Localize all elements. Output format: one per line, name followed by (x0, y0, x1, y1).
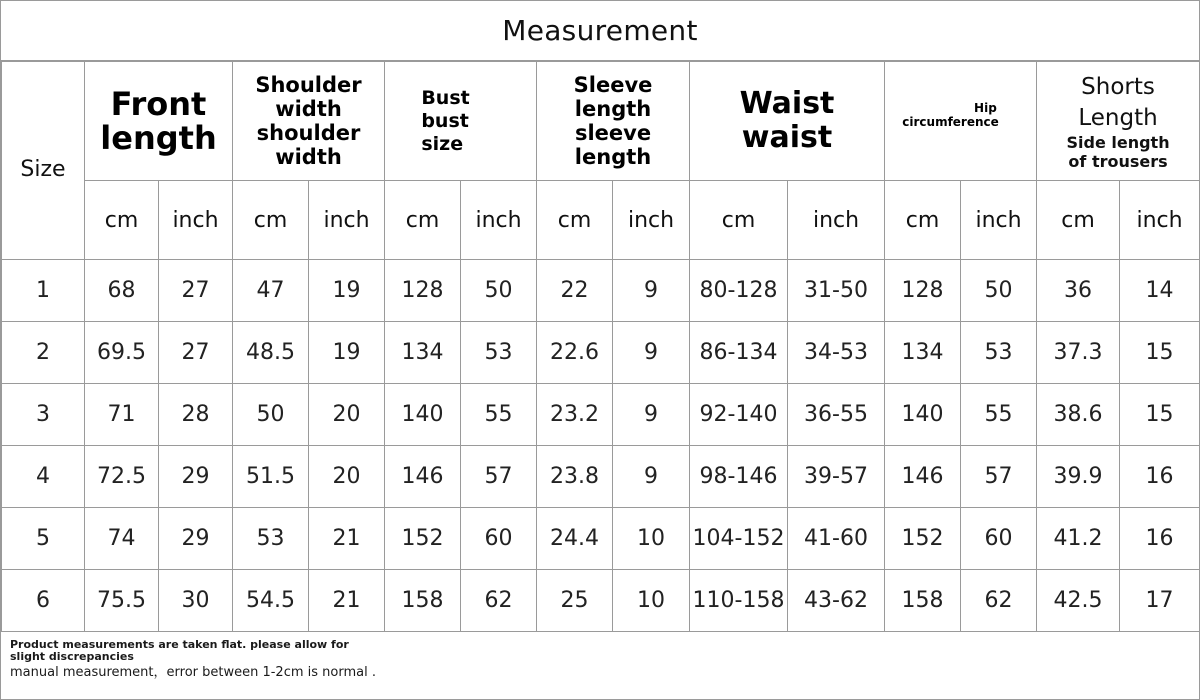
table-cell: 42.5 (1037, 570, 1120, 632)
table-cell: 36 (1037, 260, 1120, 322)
table-cell: 53 (961, 322, 1037, 384)
measurement-table (1, 61, 1200, 632)
unit-cell: inch (788, 181, 885, 260)
shoulder-line-4: width (275, 145, 342, 169)
table-cell: 55 (461, 384, 537, 446)
shoulder-line-1: Shoulder (255, 73, 362, 97)
unit-cell: cm (885, 181, 961, 260)
note-line-2: slight discrepancies (10, 650, 134, 663)
table-cell: 69.5 (85, 322, 159, 384)
table-cell: 98-146 (690, 446, 788, 508)
table-cell: 62 (461, 570, 537, 632)
table-cell: 53 (461, 322, 537, 384)
table-cell: 39.9 (1037, 446, 1120, 508)
sleeve-length-header (537, 62, 690, 181)
shorts-line-2: Length (1078, 105, 1158, 131)
table-cell: 158 (385, 570, 461, 632)
unit-cell: inch (461, 181, 537, 260)
table-cell: 41.2 (1037, 508, 1120, 570)
table-cell: 9 (613, 446, 690, 508)
front-length-line-1: Front (110, 85, 207, 123)
table-cell: 14 (1120, 260, 1200, 322)
table-row (2, 260, 1200, 322)
table-cell: 68 (85, 260, 159, 322)
unit-cell: cm (85, 181, 159, 260)
table-cell: 146 (885, 446, 961, 508)
size-header: Size (2, 62, 85, 260)
unit-cell: cm (690, 181, 788, 260)
table-cell: 20 (309, 446, 385, 508)
table-cell: 57 (461, 446, 537, 508)
table-cell: 23.8 (537, 446, 613, 508)
table-cell: 62 (961, 570, 1037, 632)
units-row (2, 181, 1200, 260)
table-cell: 37.3 (1037, 322, 1120, 384)
table-cell: 24.4 (537, 508, 613, 570)
table-cell: 134 (385, 322, 461, 384)
size-cell: 2 (2, 322, 85, 384)
table-cell: 15 (1120, 322, 1200, 384)
table-cell: 53 (233, 508, 309, 570)
table-cell: 19 (309, 322, 385, 384)
table-cell: 60 (461, 508, 537, 570)
table-cell: 17 (1120, 570, 1200, 632)
unit-cell: cm (385, 181, 461, 260)
size-cell: 3 (2, 384, 85, 446)
bust-header (385, 62, 537, 181)
table-cell: 48.5 (233, 322, 309, 384)
table-cell: 152 (885, 508, 961, 570)
table-cell: 72.5 (85, 446, 159, 508)
table-cell: 22.6 (537, 322, 613, 384)
bust-line-1: Bust (421, 86, 470, 109)
table-cell: 30 (159, 570, 233, 632)
unit-cell: inch (159, 181, 233, 260)
table-cell: 41-60 (788, 508, 885, 570)
table-cell: 15 (1120, 384, 1200, 446)
table-cell: 20 (309, 384, 385, 446)
waist-header (690, 62, 885, 181)
hip-line-1: Hip (974, 101, 997, 115)
table-cell: 10 (613, 570, 690, 632)
table-cell: 75.5 (85, 570, 159, 632)
table-cell: 27 (159, 260, 233, 322)
bust-line-2: bust (421, 109, 469, 132)
table-cell: 128 (885, 260, 961, 322)
table-cell: 50 (961, 260, 1037, 322)
table-cell: 21 (309, 508, 385, 570)
table-cell: 50 (233, 384, 309, 446)
unit-cell: cm (1037, 181, 1120, 260)
table-cell: 86-134 (690, 322, 788, 384)
header-row (2, 62, 1200, 181)
table-cell: 25 (537, 570, 613, 632)
table-cell: 128 (385, 260, 461, 322)
table-cell: 54.5 (233, 570, 309, 632)
unit-cell: inch (961, 181, 1037, 260)
table-cell: 36-55 (788, 384, 885, 446)
shorts-length-header (1037, 62, 1200, 181)
table-cell: 146 (385, 446, 461, 508)
table-cell: 71 (85, 384, 159, 446)
sleeve-line-4: length (574, 145, 652, 169)
size-cell: 5 (2, 508, 85, 570)
table-cell: 19 (309, 260, 385, 322)
size-cell: 4 (2, 446, 85, 508)
sleeve-line-2: length (574, 97, 652, 121)
table-cell: 39-57 (788, 446, 885, 508)
sleeve-line-1: Sleeve (573, 73, 653, 97)
front-length-line-2: length (100, 119, 217, 157)
measurement-note (10, 639, 530, 680)
table-cell: 28 (159, 384, 233, 446)
shoulder-line-2: width (275, 97, 342, 121)
table-cell: 55 (961, 384, 1037, 446)
table-cell: 9 (613, 384, 690, 446)
table-cell: 43-62 (788, 570, 885, 632)
table-cell: 9 (613, 322, 690, 384)
unit-cell: cm (233, 181, 309, 260)
waist-line-2: waist (741, 120, 833, 155)
table-cell: 29 (159, 446, 233, 508)
table-cell: 158 (885, 570, 961, 632)
table-cell: 104-152 (690, 508, 788, 570)
unit-cell: inch (1120, 181, 1200, 260)
table-cell: 74 (85, 508, 159, 570)
table-cell: 51.5 (233, 446, 309, 508)
size-cell: 6 (2, 570, 85, 632)
table-cell: 92-140 (690, 384, 788, 446)
table-cell: 50 (461, 260, 537, 322)
shorts-line-4: of trousers (1068, 152, 1168, 171)
shorts-line-3: Side length (1066, 133, 1170, 152)
shoulder-line-3: shoulder (256, 121, 361, 145)
table-cell: 140 (385, 384, 461, 446)
table-cell: 47 (233, 260, 309, 322)
bust-line-3: size (421, 132, 464, 155)
table-cell: 21 (309, 570, 385, 632)
table-cell: 22 (537, 260, 613, 322)
table-cell: 9 (613, 260, 690, 322)
table-row (2, 384, 1200, 446)
size-cell: 1 (2, 260, 85, 322)
table-cell: 29 (159, 508, 233, 570)
table-row (2, 322, 1200, 384)
waist-line-1: Waist (739, 86, 835, 121)
sleeve-line-3: sleeve (574, 121, 652, 145)
shorts-line-1: Shorts (1081, 74, 1155, 100)
table-cell: 140 (885, 384, 961, 446)
shoulder-width-header (233, 62, 385, 181)
table-cell: 60 (961, 508, 1037, 570)
table-cell: 23.2 (537, 384, 613, 446)
hip-line-2: circumference (902, 115, 999, 129)
note-line-3: manual measurement，error between 1-2cm is normal . (10, 665, 376, 680)
page-title: Measurement (1, 1, 1199, 61)
table-row (2, 508, 1200, 570)
table-cell: 152 (385, 508, 461, 570)
table-cell: 134 (885, 322, 961, 384)
table-cell: 16 (1120, 508, 1200, 570)
table-cell: 57 (961, 446, 1037, 508)
table-cell: 27 (159, 322, 233, 384)
table-cell: 34-53 (788, 322, 885, 384)
front-length-header (85, 62, 233, 181)
hip-header (885, 62, 1037, 181)
table-cell: 16 (1120, 446, 1200, 508)
table-cell: 38.6 (1037, 384, 1120, 446)
table-cell: 80-128 (690, 260, 788, 322)
note-line-1: Product measurements are taken flat. please allow for (10, 638, 349, 651)
unit-cell: cm (537, 181, 613, 260)
table-cell: 10 (613, 508, 690, 570)
unit-cell: inch (613, 181, 690, 260)
table-cell: 110-158 (690, 570, 788, 632)
unit-cell: inch (309, 181, 385, 260)
table-cell: 31-50 (788, 260, 885, 322)
table-row (2, 446, 1200, 508)
table-row (2, 570, 1200, 632)
